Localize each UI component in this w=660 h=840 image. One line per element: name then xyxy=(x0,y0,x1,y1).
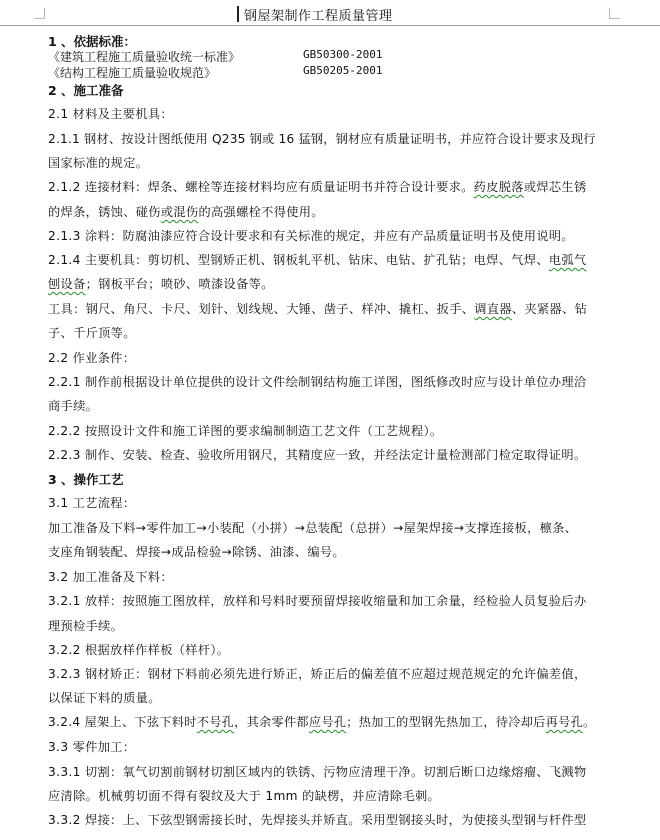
text-run: ，其余零件都 xyxy=(234,715,309,729)
section-heading-prep: 2 、施工准备 xyxy=(48,83,124,98)
text-run: 或焊芯生锈 xyxy=(523,180,587,194)
paragraph-line: 3.2.2 根据放样作样板（样杆）。 xyxy=(48,643,230,657)
paragraph-line: 2.1.3 涂料：防腐油漆应符合设计要求和有关标准的规定，并应有产品质量证明书及使用说明。 xyxy=(48,229,574,243)
paragraph-line: 2.1 材料及主要机具： xyxy=(48,107,173,121)
paragraph-line: 理预检手续。 xyxy=(48,619,124,633)
text-cursor xyxy=(237,6,239,22)
section-heading-ops: 3 、操作工艺 xyxy=(48,472,124,487)
spellcheck-flagged-text[interactable]: 调直器 xyxy=(474,302,512,316)
text-run: ；钢板平台；喷砂、喷漆设备等。 xyxy=(85,277,274,291)
paragraph-line: 3.2.1 放样：按照施工图放样，放样和号料时要预留焊接收缩量和加工余量，经检验人员复验后办 xyxy=(48,594,587,608)
standard-code: GB50300-2001 xyxy=(303,48,383,61)
header-rule xyxy=(0,25,660,26)
text-run: 2.1.2 连接材料：焊条、螺栓等连接材料均应有质量证明书并符合设计要求。 xyxy=(48,180,474,194)
spellcheck-flagged-text[interactable]: 不号孔 xyxy=(196,715,235,729)
paragraph-line: 2.2.3 制作、安装、检查、验收所用钢尺，其精度应一致，并经法定计量检测部门检定取得证明。 xyxy=(48,448,587,462)
paragraph-line xyxy=(48,300,587,317)
paragraph-line: 国家标准的规定。 xyxy=(48,156,149,170)
paragraph-line: 支座角钢装配、焊接→成品检验→除锈、油漆、编号。 xyxy=(48,545,345,559)
paragraph-line: 2.2.2 按照设计文件和施工详图的要求编制制造工艺文件（工艺规程）。 xyxy=(48,424,443,438)
paragraph-line xyxy=(48,275,274,292)
paragraph-line xyxy=(48,251,587,268)
paragraph-line: 子、千斤顶等。 xyxy=(48,326,136,340)
spellcheck-flagged-text[interactable]: 药皮脱落 xyxy=(473,180,524,194)
spellcheck-flagged-text[interactable]: 刨设备 xyxy=(48,277,86,291)
page-title: 钢屋架制作工程质量管理 xyxy=(244,9,393,24)
paragraph-line: 商手续。 xyxy=(48,399,99,413)
spellcheck-flagged-text[interactable]: 应号孔 xyxy=(308,715,347,729)
standard-code: GB50205-2001 xyxy=(303,64,383,77)
paragraph-line xyxy=(48,178,587,195)
standard-name: 《结构工程施工质量验收规范》 xyxy=(48,66,217,80)
paragraph-line: 3.1 工艺流程： xyxy=(48,496,136,510)
paragraph-line: 3.2.3 钢材矫正：钢材下料前必须先进行矫正，矫正后的偏差值不应超过规范规定的允许偏差值， xyxy=(48,667,587,681)
page-header xyxy=(0,0,660,26)
spellcheck-flagged-text[interactable]: 电弧气 xyxy=(548,253,587,267)
margin-corner-mark xyxy=(34,8,45,19)
paragraph-line: 2.2 作业条件： xyxy=(48,351,136,365)
standard-line xyxy=(48,48,383,65)
paragraph-line xyxy=(48,203,324,220)
text-run: 2.1.4 主要机具：剪切机、型钢矫正机、钢板轧平机、钻床、电钻、扩孔钻；电焊、气焊、 xyxy=(48,253,549,267)
text-run: 工具：钢尺、角尺、卡尺、划针、划线规、大锤、凿子、样冲、撬杠、扳手、 xyxy=(48,302,475,316)
paragraph-line: 2.1.1 钢材、按设计图纸使用 Q235 钢或 16 猛钢，钢材应有质量证明书，并应符合设计要求及现行 xyxy=(48,132,596,146)
standard-line xyxy=(48,64,383,81)
paragraph-line: 2.2.1 制作前根据设计单位提供的设计文件绘制钢结构施工详图，图纸修改时应与设计单位办理洽 xyxy=(48,375,587,389)
paragraph-line: 3.3.2 焊接：上、下弦型钢需接长时，先焊接头并矫直。采用型钢接头时，为使接头型钢与杆件型 xyxy=(48,813,587,827)
spellcheck-flagged-text[interactable]: 或混伤 xyxy=(160,205,199,219)
paragraph-line: 3.3 零件加工： xyxy=(48,740,136,754)
text-run: 的高强螺栓不得使用。 xyxy=(198,205,324,219)
text-run: ；热加工的型钢先热加工，待冷却后 xyxy=(346,715,546,729)
standard-name: 《建筑工程施工质量验收统一标准》 xyxy=(48,50,241,64)
spellcheck-flagged-text[interactable]: 再号孔 xyxy=(545,715,584,729)
text-run: 、夹紧器、钻 xyxy=(511,302,588,316)
paragraph-line: 应清除。机械剪切面不得有裂纹及大于 1mm 的缺楞，并应清除毛刺。 xyxy=(48,789,441,803)
paragraph-line: 3.2 加工准备及下料： xyxy=(48,570,173,584)
paragraph-line: 以保证下料的质量。 xyxy=(48,691,161,705)
margin-corner-mark xyxy=(609,8,620,19)
text-run: 。 xyxy=(583,715,596,729)
text-run: 3.2.4 屋架上、下弦下料时 xyxy=(48,715,197,729)
text-run: 的焊条，锈蚀、碰伤 xyxy=(48,205,161,219)
paragraph-line: 3.3.1 切割：氧气切割前钢材切割区域内的铁锈、污物应清理干净。切割后断口边缘熔瘤、飞溅物 xyxy=(48,765,587,779)
section-heading-basis: 1 、依据标准： xyxy=(48,34,137,49)
paragraph-line: 加工准备及下料→零件加工→小装配（小拼）→总装配（总拼）→屋架焊接→支撑连接板，檩条、 xyxy=(48,521,578,535)
paragraph-line xyxy=(48,713,596,730)
